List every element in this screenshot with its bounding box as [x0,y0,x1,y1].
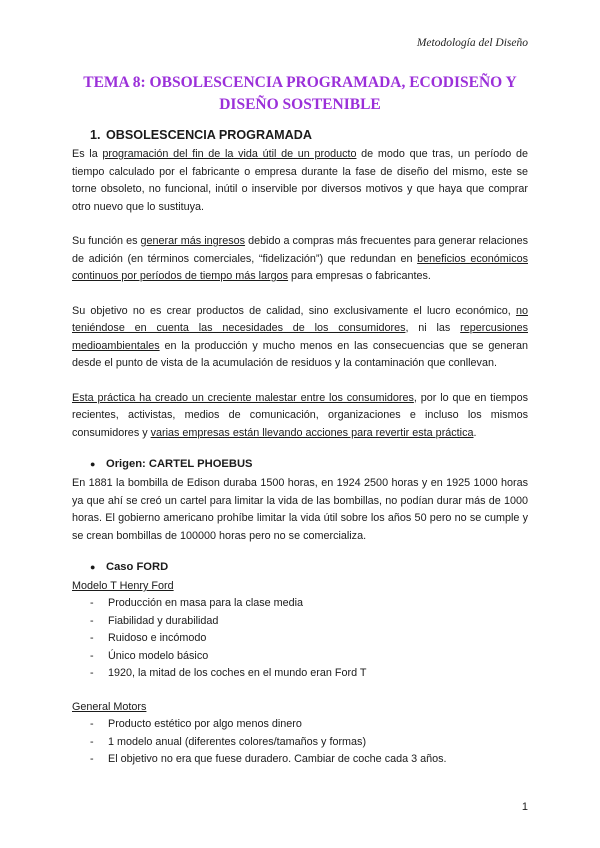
list-item [72,613,528,631]
document-body [72,128,528,769]
list-item-text: Producto estético por algo menos dinero [108,717,302,730]
general-motors-subtitle: General Motors [72,700,147,713]
origen-heading-text: Origen: CARTEL PHOEBUS [106,458,253,470]
list-item [72,716,528,734]
text-run: Es la [72,148,103,160]
title-line-1: TEMA 8: OBSOLESCENCIA PROGRAMADA, ECODISEÑO Y [83,74,517,91]
list-item [72,751,528,769]
dash-icon: - [90,597,94,609]
list-item-text: Ruidoso e incómodo [108,632,207,645]
list-item [72,665,528,683]
list-item-text: El objetivo no era que fuese duradero. Cambiar de coche cada 3 años. [108,753,447,766]
model-t-subtitle: Modelo T Henry Ford [72,580,174,592]
text-run: debido a compras más frecuentes para generar relaciones de adición (en términos comerciales, “fidelización”) que redundan en [72,235,528,265]
page-number: 1 [521,801,528,813]
underlined-text: generar más ingresos [140,235,246,247]
title-line-2: DISEÑO SOSTENIBLE [219,96,381,113]
dash-icon: - [90,753,94,766]
dash-icon: - [90,717,94,730]
paragraph-definition [72,146,528,216]
list-item [72,648,528,666]
list-item-text: Fiabilidad y durabilidad [108,614,219,627]
text-run: de modo que tras, un período de tiempo calculado por el fabricante o empresa durante la fase de diseño del mismo, este se torne obsoleto, no funcional, inútil o inservible por diversos motivos y que haya que comprar otro nuevo que lo sustituya. [72,148,528,213]
section-number: 1. [90,128,101,142]
text-run: , ni las [405,322,461,334]
bullet-icon: ● [90,459,96,469]
dash-icon: - [90,667,94,680]
dash-icon: - [90,632,94,645]
list-item [72,734,528,752]
ford-heading [90,559,528,575]
paragraph-reaction [72,390,528,443]
paragraph-function [72,233,528,286]
text-run: en la producción y mucho menos en las consecuencias que se generan desde el punto de vista de la acumulación de residuos y la contaminación que conllevan. [72,339,528,369]
underlined-text: varias empresas están llevando acciones para revertir esta práctica [150,426,474,439]
underlined-text: programación del fin de la vida útil de un producto [102,148,357,160]
text-run: Su objetivo no es crear productos de calidad, sino exclusivamente el lucro económico, [72,304,516,317]
dash-icon: - [90,649,94,662]
running-header: Metodología del Diseño [416,37,528,49]
underlined-text: Esta práctica ha creado un creciente malestar entre los consumidores [72,391,414,404]
dash-icon: - [90,614,94,627]
text-run: para empresas o fabricantes. [288,270,431,282]
list-item-text: 1 modelo anual (diferentes colores/tamaños y formas) [108,735,367,748]
list-item [72,630,528,648]
list-item [72,595,528,613]
dash-icon: - [90,735,94,748]
text-run: Su función es [72,235,141,247]
underlined-text: no teniéndose en cuenta las necesidades de los consumidores [72,304,528,334]
origen-heading [90,456,528,472]
model-t-list [72,595,528,683]
bullet-icon: ● [90,562,96,572]
ford-heading-text: Caso FORD [106,561,169,573]
list-item-text: Producción en masa para la clase media [108,597,304,609]
list-item-text: 1920, la mitad de los coches en el mundo eran Ford T [108,667,367,680]
paragraph-origen: En 1881 la bombilla de Edison duraba 1500 horas, en 1924 2500 horas y en 1925 1000 horas ya que ahí se creó un cartel para limitar la vida de las bombillas, no podían durar más de 1000 horas. El gobierno americano prohíbe limitar la vida útil sobre los años 50 pero no se cumple y se crean bombillas de 100000 horas pero no se comercializa. [72,477,528,542]
section-heading-text: OBSOLESCENCIA PROGRAMADA [106,128,312,142]
text-run: , por lo que en tiempos recientes, activistas, medios de comunicación, organizaciones e incluso los mismos consumidores y [72,391,528,439]
section-heading [90,128,528,142]
underlined-text: beneficios económicos continuos por períodos de tiempo más largos [72,252,528,282]
general-motors-list [72,716,528,769]
paragraph-objective [72,303,528,373]
text-run: . [473,426,477,439]
underlined-text: repercusiones medioambientales [72,322,528,352]
list-item-text: Único modelo básico [108,649,209,662]
page-title [72,72,528,116]
